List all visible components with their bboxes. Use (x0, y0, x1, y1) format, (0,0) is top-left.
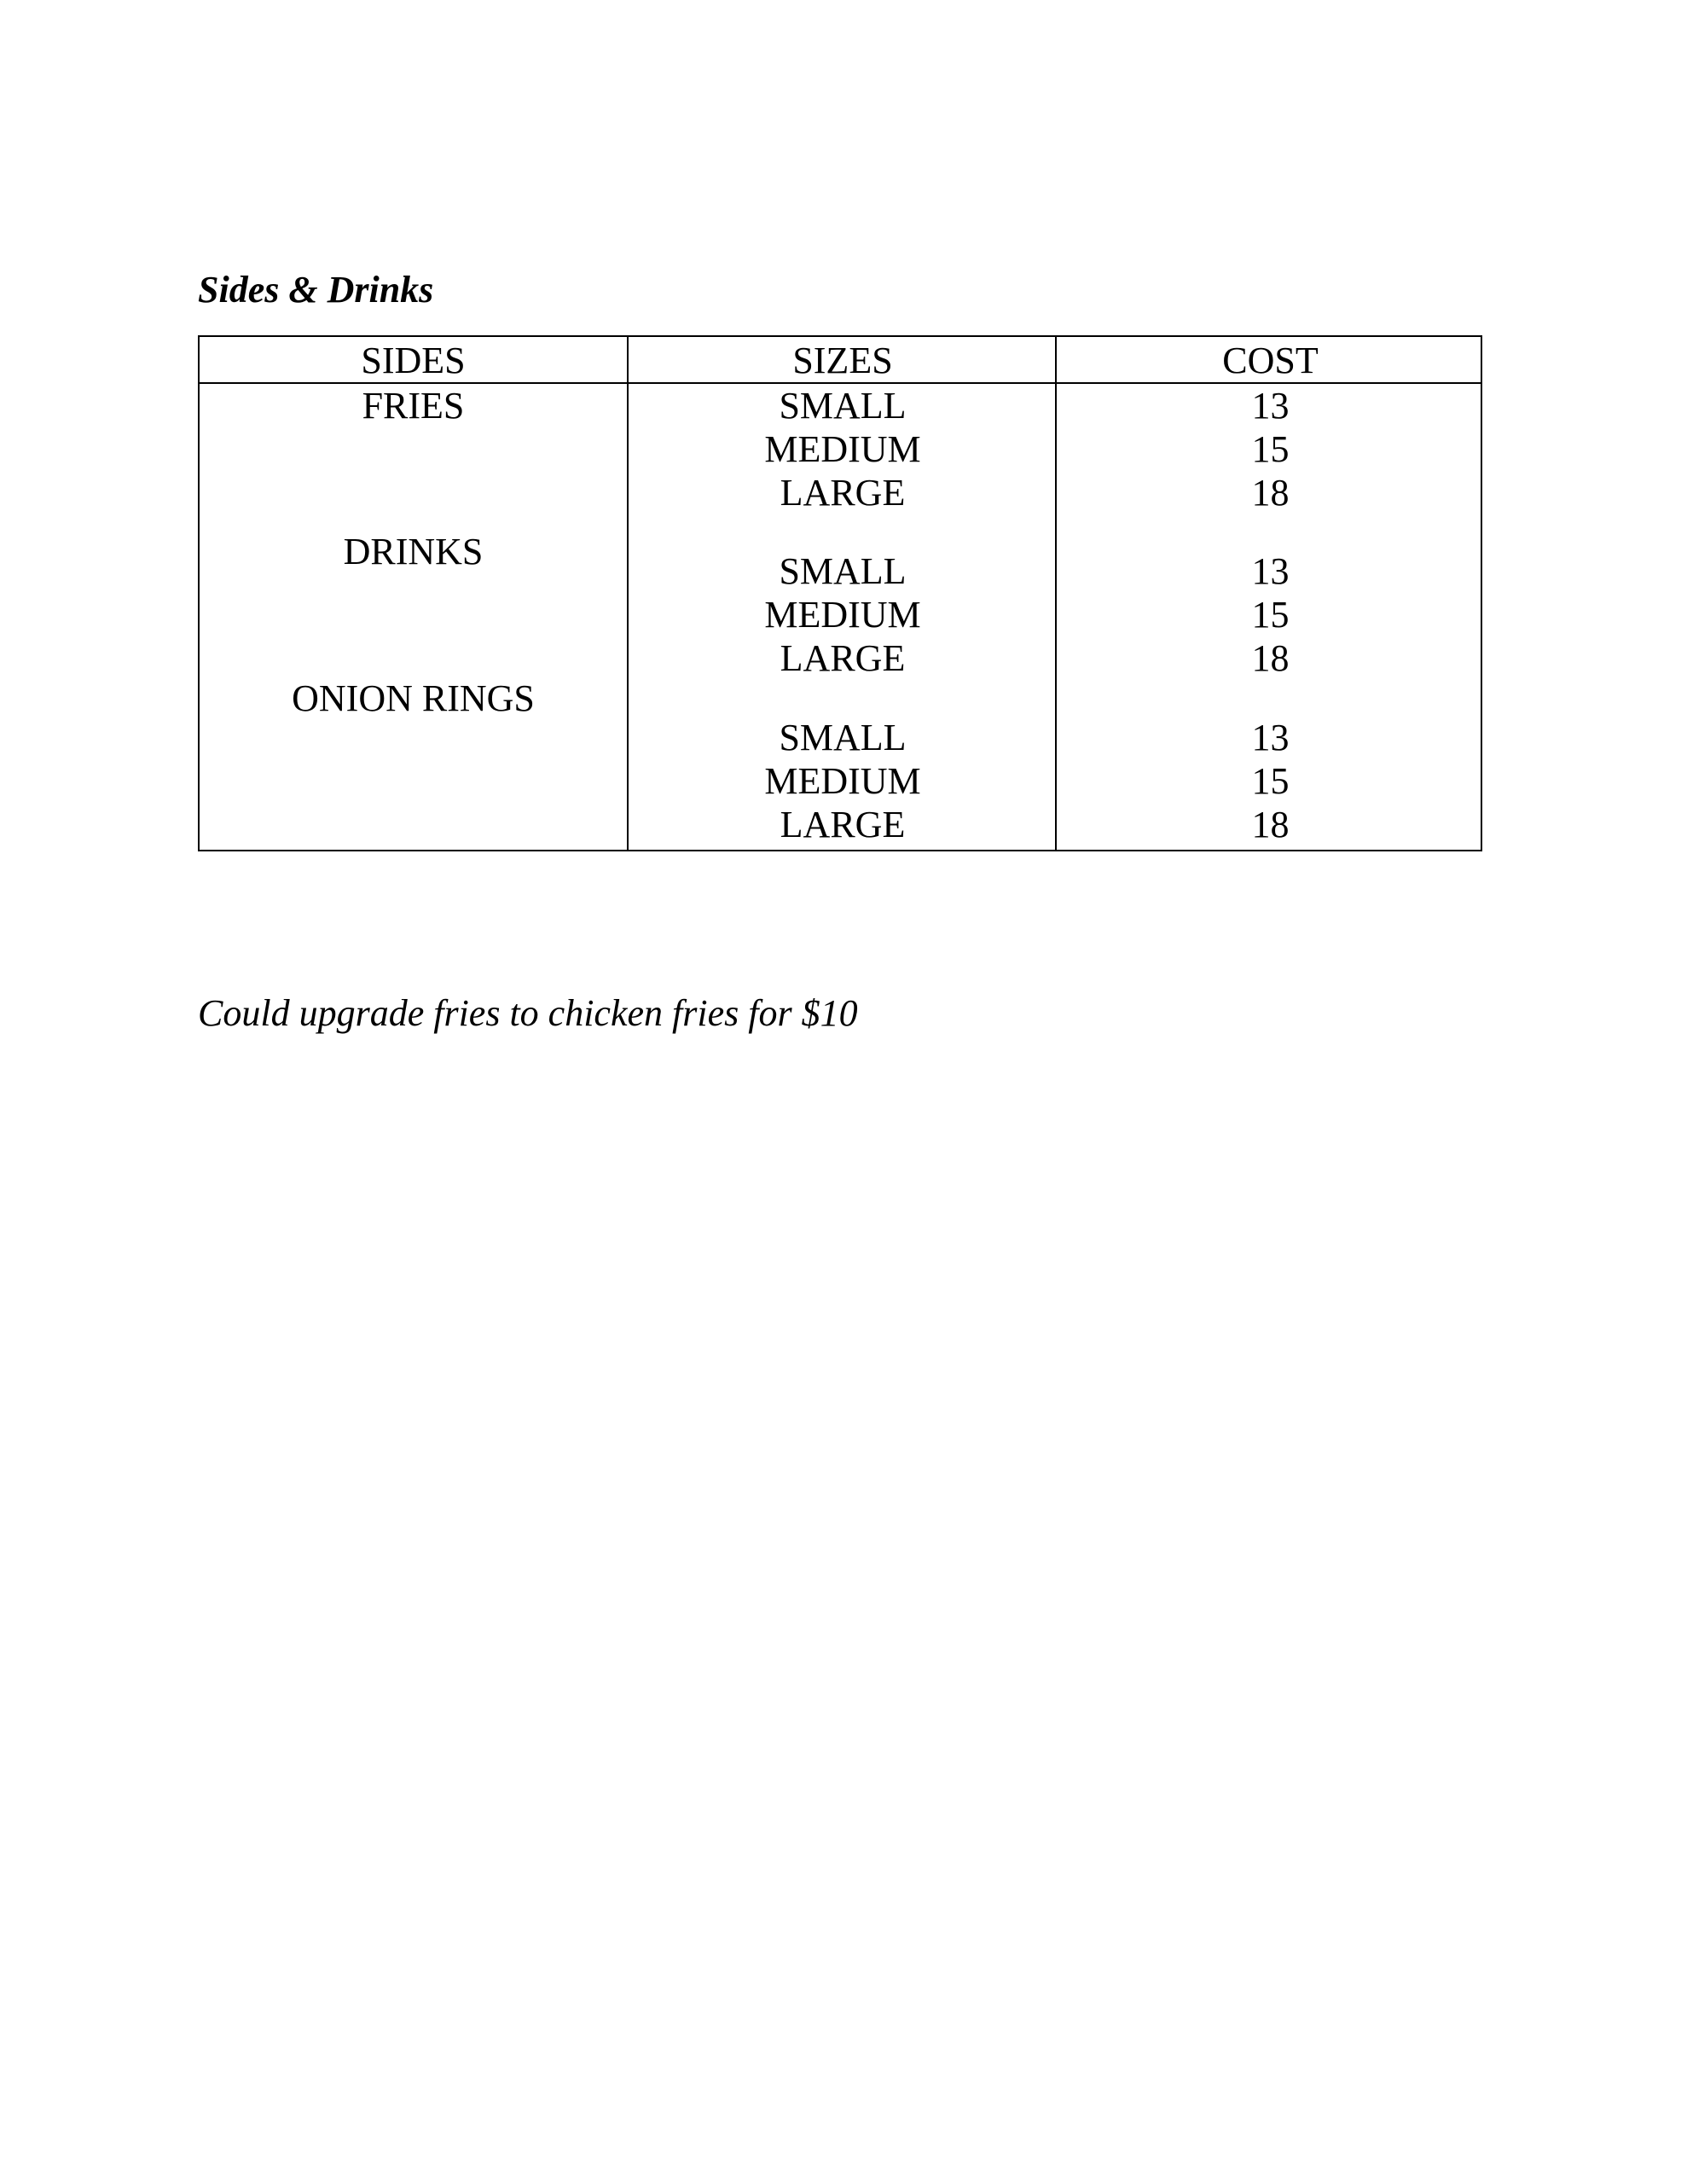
side-name-fries: FRIES (362, 385, 465, 427)
section-heading: Sides & Drinks (198, 269, 434, 311)
size-onion-rings-large: LARGE (780, 804, 906, 845)
side-name-drinks: DRINKS (343, 531, 484, 572)
sides-column (200, 337, 627, 850)
upgrade-note: Could upgrade fries to chicken fries for $10 (198, 992, 858, 1034)
header-cost: COST (1222, 340, 1319, 381)
cost-drinks-small: 13 (1251, 550, 1290, 592)
cost-fries-small: 13 (1251, 385, 1290, 427)
sides-drinks-table (198, 335, 1482, 851)
header-sides: SIDES (361, 340, 466, 381)
size-fries-large: LARGE (780, 472, 906, 514)
cost-onion-rings-large: 18 (1251, 804, 1290, 845)
sizes-column (627, 337, 1057, 850)
size-drinks-small: SMALL (779, 550, 907, 592)
size-onion-rings-medium: MEDIUM (764, 760, 921, 802)
size-fries-medium: MEDIUM (764, 428, 921, 470)
cost-onion-rings-small: 13 (1251, 717, 1290, 758)
cost-fries-large: 18 (1251, 472, 1290, 514)
cost-drinks-medium: 15 (1251, 594, 1290, 636)
size-drinks-large: LARGE (780, 637, 906, 679)
size-onion-rings-small: SMALL (779, 717, 907, 758)
cost-column (1055, 337, 1484, 850)
cost-drinks-large: 18 (1251, 637, 1290, 679)
cost-fries-medium: 15 (1251, 428, 1290, 470)
cost-onion-rings-medium: 15 (1251, 760, 1290, 802)
size-drinks-medium: MEDIUM (764, 594, 921, 636)
header-sizes: SIZES (792, 340, 893, 381)
side-name-onion-rings: ONION RINGS (292, 677, 535, 719)
size-fries-small: SMALL (779, 385, 907, 427)
